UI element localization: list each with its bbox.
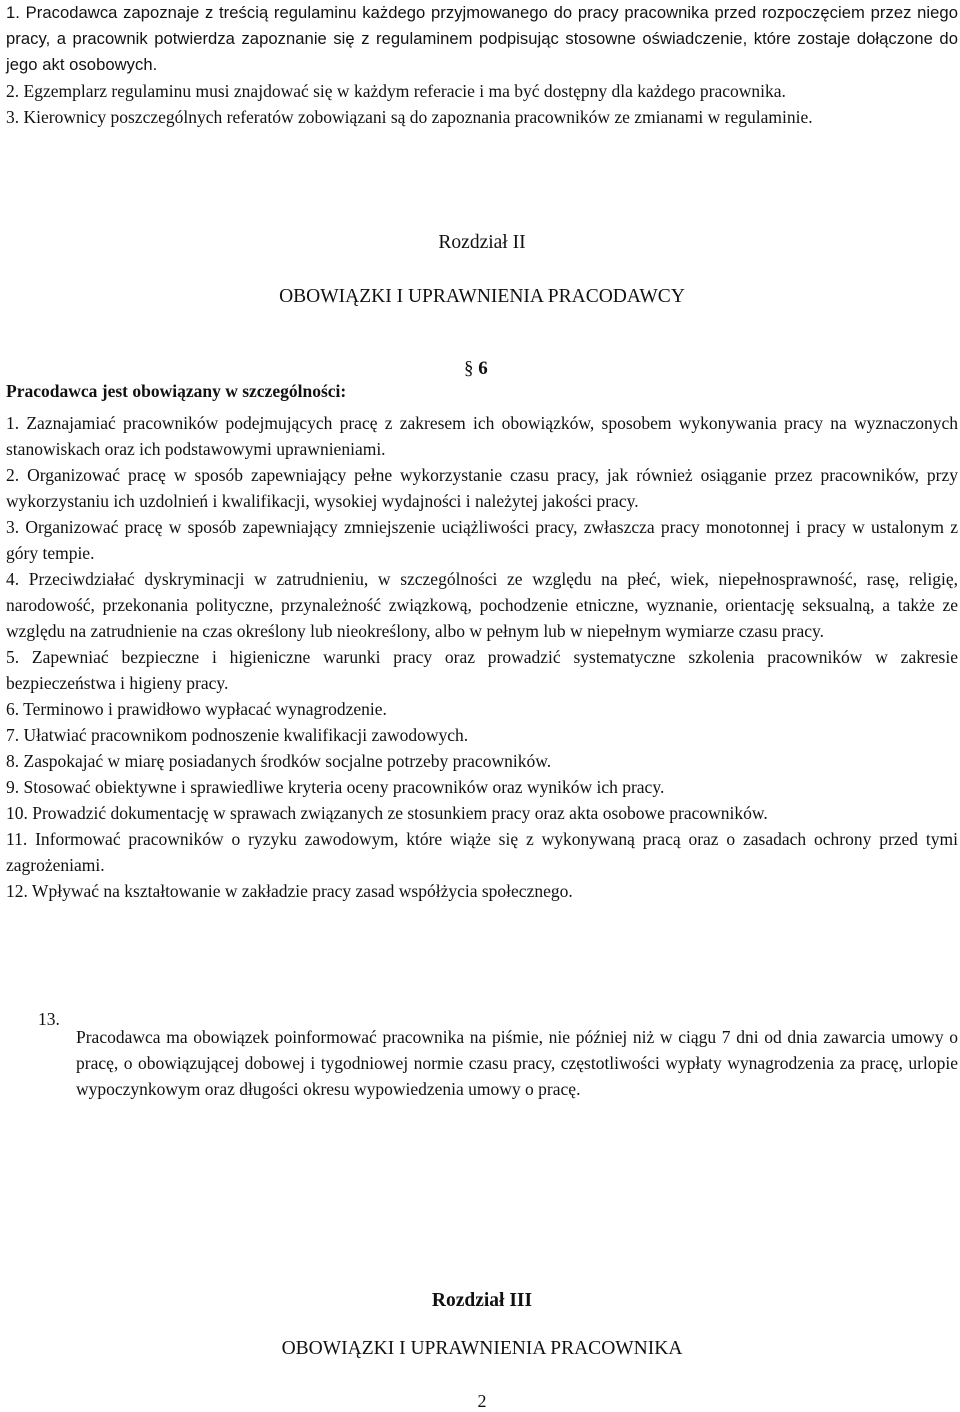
list-item: 1. Zaznajamiać pracowników podejmujących pracę z zakresem ich obowiązków, sposobem wykonywania pracy na wyznaczonych stanowiskach oraz ich podstawowymi uprawnieniami. (6, 413, 958, 459)
paragraph-2: 2. Egzemplarz regulaminu musi znajdować się w każdym referacie i ma być dostępny dla każdego pracownika. (6, 81, 786, 101)
list-item: 6. Terminowo i prawidłowo wypłacać wynagrodzenie. (6, 699, 387, 719)
list-item: 2. Organizować pracę w sposób zapewniający pełne wykorzystanie czasu pracy, jak również osiąganie przez pracowników, przy wykorzystaniu ich uzdolnień i kwalifikacji, wysokiej wydajności i należytej jakości pracy. (6, 465, 958, 511)
list-item: 4. Przeciwdziałać dyskryminacji w zatrudnieniu, w szczególności ze względu na płeć, wiek, niepełnosprawność, rasę, religię, narodowość, przekonania polityczne, przynależność związkową, pochodzenie etniczne, wyznanie, orientację seksualną, a także ze względu na zatrudnienie na czas określony lub nieokreślony, albo w pełnym lub w niepełnym wymiarze czasu pracy. (6, 569, 958, 641)
chapter-2-heading: Rozdział II (438, 232, 526, 253)
page-number: 2 (477, 1391, 487, 1411)
list-item: 3. Organizować pracę w sposób zapewniający zmniejszenie uciążliwości pracy, zwłaszcza pracy monotonnej i pracy w ustalonym z góry tempie. (6, 517, 958, 563)
list-item: 9. Stosować obiektywne i sprawiedliwe kryteria oceny pracowników oraz wyników ich pracy. (6, 777, 665, 797)
section-sign: § (464, 358, 474, 379)
list-item: 5. Zapewniać bezpieczne i higieniczne warunki pracy oraz prowadzić systematyczne szkolenia pracowników w zakresie bezpieczeństwa i higieny pracy. (6, 647, 958, 693)
list-item: 12. Wpływać na kształtowanie w zakładzie pracy zasad współżycia społecznego. (6, 881, 573, 901)
chapter-3-heading: Rozdział III (431, 1290, 533, 1311)
duties-list (6, 410, 958, 904)
chapter-2-title: OBOWIĄZKI I UPRAWNIENIA PRACODAWCY (279, 286, 685, 307)
list-item-13 (38, 1006, 958, 1119)
list-item: 8. Zaspokajać w miarę posiadanych środków socjalne potrzeby pracowników. (6, 751, 552, 771)
paragraph-1: 1. Pracodawca zapoznaje z treścią regulaminu każdego przyjmowanego do pracy pracownika przed rozpoczęciem przez niego pracy, a pracownik potwierdza zapoznanie się z regulaminem podpisując stosowne oświadczenie, które zostaje dołączone do jego akt osobowych. (6, 3, 958, 74)
list-item-13-text: Pracodawca ma obowiązek poinformować pracownika na piśmie, nie później niż w ciągu 7 dni od dnia zawarcia umowy o pracę, o obowiązującej dobowej i tygodniowej normie czasu pracy, częstotliwości wypłaty wynagrodzenia za pracę, urlopie wypoczynkowym oraz długości okresu wypowiedzenia umowy o pracę. (76, 1026, 958, 1099)
intro-paragraphs (6, 0, 958, 130)
list-item: 11. Informować pracowników o ryzyku zawodowym, które wiąże się z wykonywaną pracą oraz o zasadach ochrony przed tymi zagrożeniami. (6, 829, 958, 875)
chapter-3-title: OBOWIĄZKI I UPRAWNIENIA PRACOWNIKA (281, 1338, 683, 1359)
paragraph-3: 3. Kierownicy poszczególnych referatów zobowiązani są do zapoznania pracowników ze zmianami w regulaminie. (6, 107, 813, 127)
list-item: 7. Ułatwiać pracownikom podnoszenie kwalifikacji zawodowych. (6, 725, 469, 745)
section-number-value: 6 (478, 358, 488, 379)
list-item-13-number: 13. (38, 1009, 60, 1029)
section-number (464, 356, 488, 382)
list-item: 10. Prowadzić dokumentację w sprawach związanych ze stosunkiem pracy oraz akta osobowe pracowników. (6, 803, 768, 823)
section-lead: Pracodawca jest obowiązany w szczególności: (6, 381, 347, 401)
